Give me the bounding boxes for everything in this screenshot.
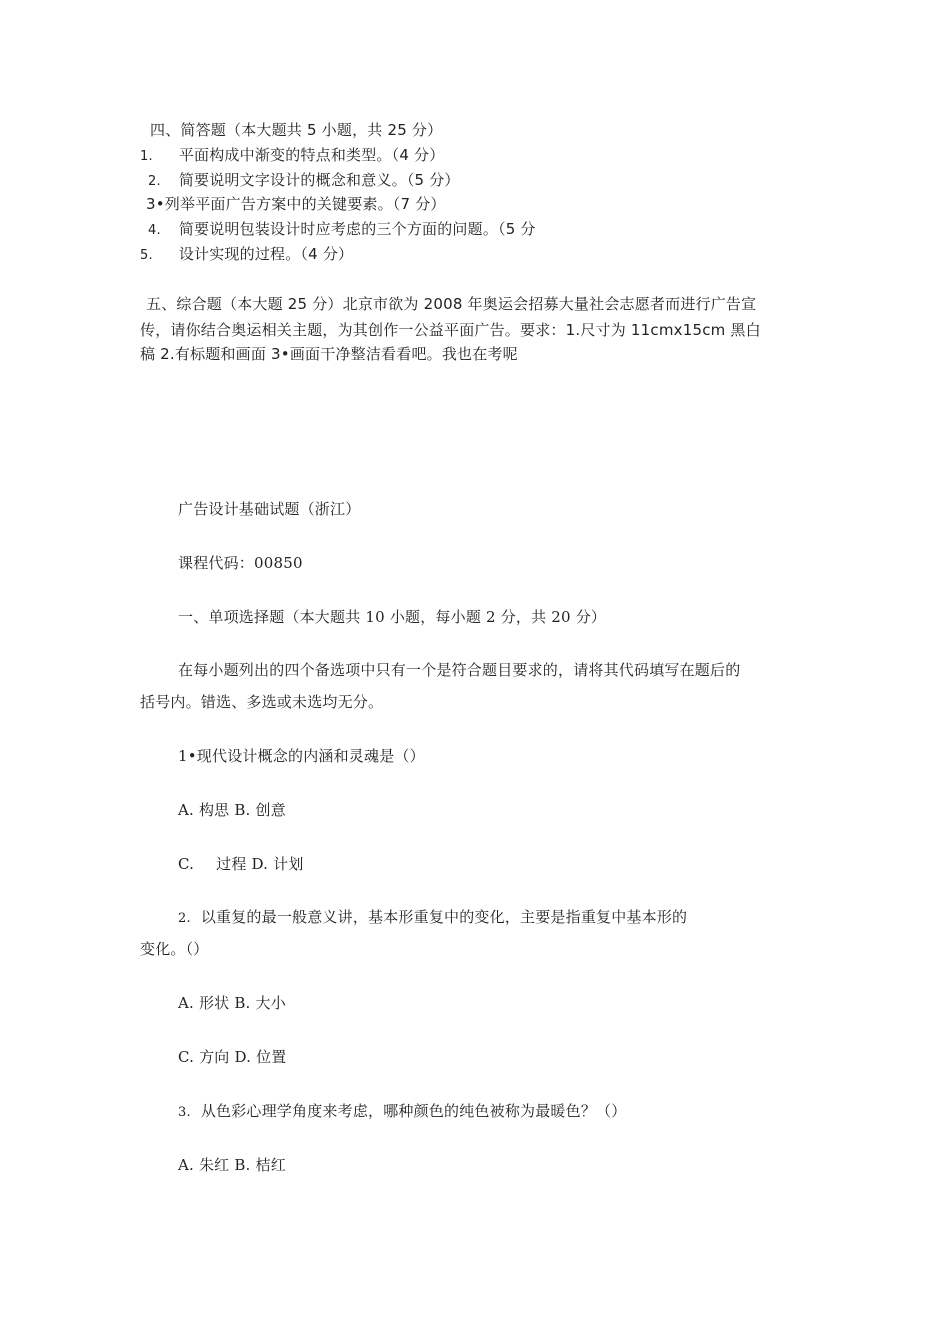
q2-text: 以重复的最一般意义讲，基本形重复中的变化，主要是指重复中基本形的	[200, 908, 688, 926]
item-number: 3•	[146, 195, 165, 213]
item-text: 平面构成中渐变的特点和类型。（4 分）	[178, 146, 445, 164]
exam-title: 广告设计基础试题（浙江）	[178, 500, 361, 518]
q1-text: 1•现代设计概念的内涵和灵魂是（）	[178, 747, 425, 765]
option-c-label: C.	[178, 855, 195, 873]
item-text: 列举平面广告方案中的关键要素。（7 分）	[164, 195, 446, 213]
q2-number: 2.	[178, 911, 191, 926]
q3-number: 3.	[178, 1105, 191, 1120]
section4-item-2	[148, 170, 460, 192]
option-cd-text: 过程 D. 计划	[216, 855, 304, 873]
section4-item-1	[140, 145, 444, 167]
q2-options-ab: A. 形状 B. 大小	[178, 994, 286, 1012]
instruction-line-2: 括号内。错选、多选或未选均无分。	[140, 693, 384, 711]
item-text: 简要说明文字设计的概念和意义。（5 分）	[178, 171, 460, 189]
q2-options-cd: C. 方向 D. 位置	[178, 1048, 287, 1066]
section4-item-4	[148, 219, 536, 241]
q2-line-2: 变化。（）	[140, 940, 209, 958]
item-number: 4.	[148, 223, 161, 238]
item-number: 5.	[140, 248, 153, 263]
section5-line-2: 传，请你结合奥运相关主题，为其创作一公益平面广告。要求：1.尺寸为 11cmx15cm 黑白	[140, 321, 761, 339]
q3-text: 从色彩心理学角度来考虑，哪种颜色的纯色被称为最暖色？（）	[200, 1102, 627, 1120]
section4-item-5	[140, 244, 353, 266]
section1-heading: 一、单项选择题（本大题共 10 小题，每小题 2 分，共 20 分）	[178, 608, 607, 626]
item-text: 简要说明包装设计时应考虑的三个方面的问题。（5 分	[178, 220, 536, 238]
section4-heading: 四、简答题（本大题共 5 小题，共 25 分）	[150, 121, 443, 139]
item-text: 设计实现的过程。（4 分）	[178, 245, 354, 263]
item-number: 2.	[148, 174, 161, 189]
item-number: 1.	[140, 149, 153, 164]
q3-options-ab: A. 朱红 B. 桔红	[178, 1156, 286, 1174]
section5-line-3: 稿 2.有标题和画面 3•画面干净整洁看看吧。我也在考呢	[140, 345, 518, 363]
instruction-line-1: 在每小题列出的四个备选项中只有一个是符合题目要求的，请将其代码填写在题后的	[178, 661, 741, 679]
course-code: 课程代码：00850	[178, 554, 303, 572]
q2-line-1	[178, 907, 687, 929]
q3-line	[178, 1101, 626, 1123]
q1-options-cd	[178, 854, 304, 874]
section5-line-1: 五、综合题（本大题 25 分）北京市欲为 2008 年奥运会招募大量社会志愿者而进行广告宣	[146, 295, 757, 313]
section4-item-3	[146, 194, 446, 214]
q1-options-ab: A. 构思 B. 创意	[178, 801, 286, 819]
